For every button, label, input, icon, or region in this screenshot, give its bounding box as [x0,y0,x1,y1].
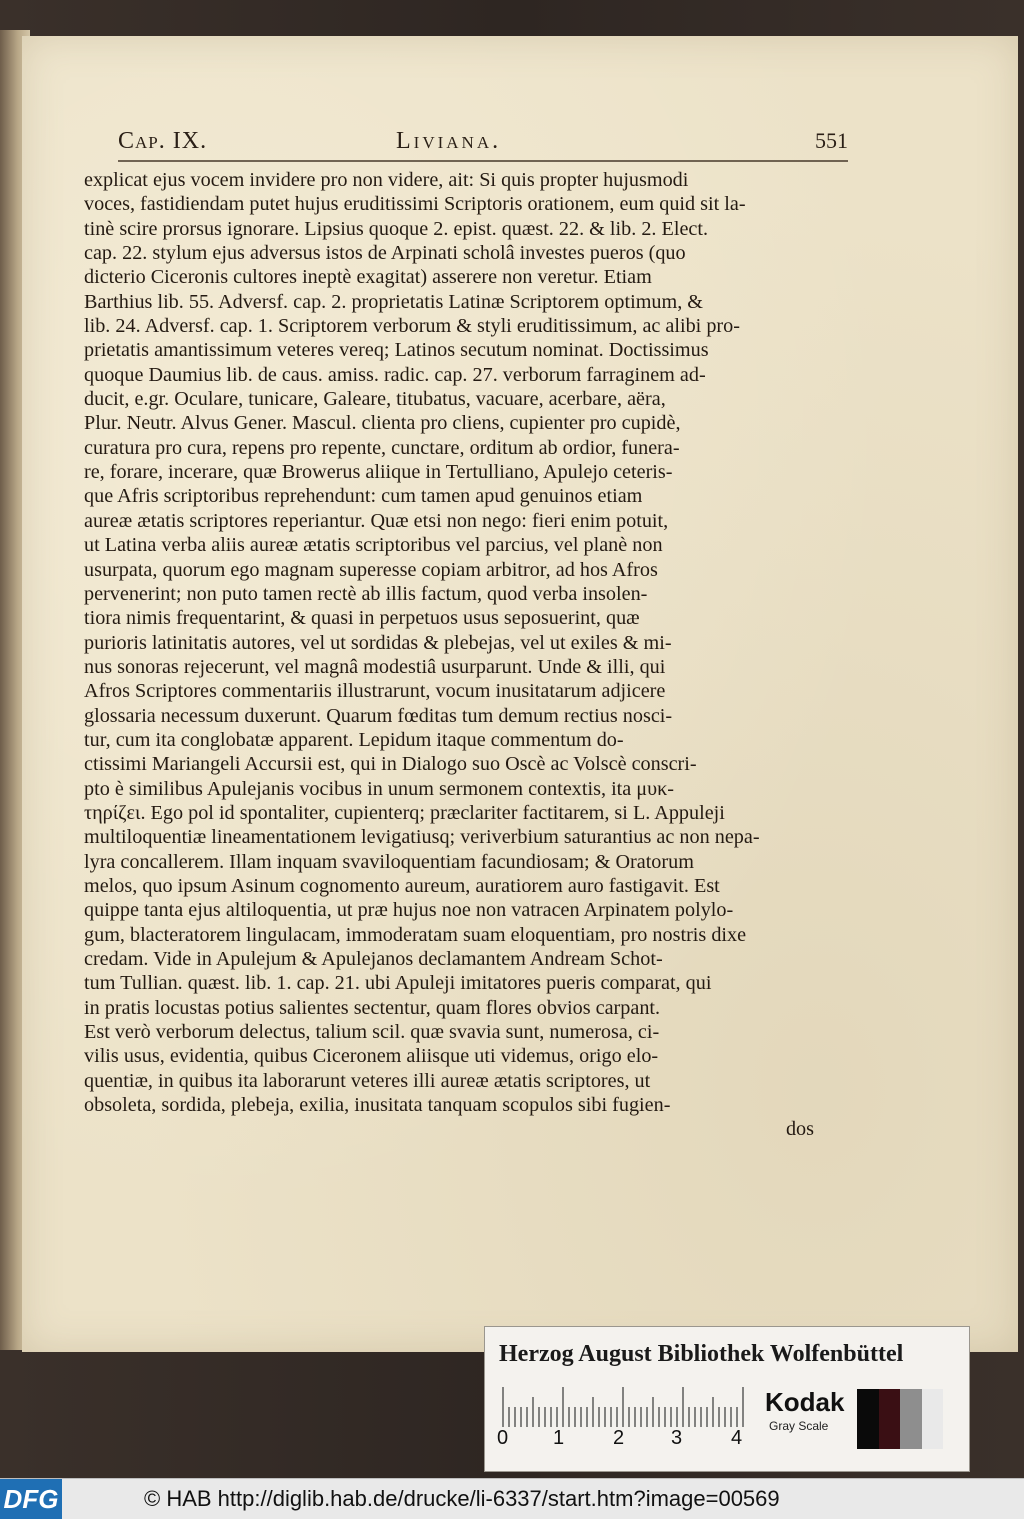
text-line: Est verò verborum delectus, talium scil. quæ svavia sunt, numerosa, ci- [84,1021,660,1044]
viewer-footer [0,1478,1024,1519]
kodak-logo: Kodak [765,1387,845,1417]
dfg-logo: DFG [0,1479,62,1519]
ruler-scale [499,1383,749,1427]
gray-patch [922,1389,944,1449]
text-line: que Afris scriptoribus reprehendunt: cum tamen apud genuinos etiam [84,485,643,508]
text-line: usurpata, quorum ego magnam superesse copiam arbitror, ad hos Afros [84,558,658,581]
text-line: aureæ ætatis scriptores reperiantur. Quæ etsi non nego: fieri enim potuit, [84,509,669,532]
catchword: dos [785,1118,814,1141]
gray-scale-patches [857,1389,943,1449]
text-line: nus sonoras rejecerunt, vel magnâ modestiâ usurparunt. Unde & illi, qui [84,655,666,678]
text-line: prietatis amantissimum veteres vereq; Latinos secutum nominat. Doctissimus [84,339,709,362]
ruler-numbers [495,1427,755,1451]
text-line: quippe tanta ejus altiloquentia, ut præ hujus noe non vatracen Arpinatem polylo- [84,899,734,922]
text-line: re, forare, incerare, quæ Browerus aliique in Tertulliano, Apulejo ceteris- [84,461,673,484]
text-line: cap. 22. stylum ejus adversus istos de Arpinati scholâ investes pueros (quo [84,242,686,265]
book-title: Liviana. [396,128,502,154]
text-line: curatura pro cura, repens pro repente, cunctare, orditum ab ordior, funera- [84,436,680,459]
text-line: ctissimi Mariangeli Accursii est, qui in Dialogo suo Oscè ac Volscè conscri- [84,753,697,776]
text-line: τηρίζει. Ego pol id spontaliter, cupienterq; præclariter factitarem, si L. Appuleji [84,801,725,824]
text-line: ut Latina verba aliis aureæ ætatis scriptoribus vel parcius, vel planè non [84,534,663,557]
text-line: Barthius lib. 55. Adversf. cap. 2. proprietatis Latinæ Scriptorem optimum, & [84,290,703,313]
text-line: explicat ejus vocem invidere pro non videre, ait: Si quis propter hujusmodi [84,169,689,191]
text-line: dicterio Ciceronis cultores ineptè exagitat) asserere non veretur. Etiam [84,266,652,289]
text-line: voces, fastidiendam putet hujus eruditissimi Scriptoris orationem, eum quid sit la- [84,193,746,216]
text-line: glossaria necessum duxerunt. Quarum fœditas tum demum rectius nosci- [84,704,673,727]
text-line: ducit, e.gr. Oculare, tunicare, Galeare, titubatus, vacuare, acerbare, aëra, [84,388,666,411]
text-line: multiloquentiæ lineamentationem levigatiusq; veriverbium saturantius ac non nepa- [84,826,760,849]
text-line: pto è similibus Apulejanis vocibus in unum sermonem contextis, ita μυκ- [84,777,675,800]
text-line: melos, quo ipsum Asinum cognomento aureum, auratiorem auro fastigavit. Est [84,874,720,897]
gray-scale-label: Gray Scale [769,1419,829,1433]
running-head [118,124,848,158]
copyright-link[interactable]: © HAB http://diglib.hab.de/drucke/li-6337/start.htm?image=00569 [144,1486,780,1511]
ruler-number-2: 2 [613,1427,625,1449]
text-line: tiora nimis frequentarint, & quasi in perpetuos usus seposuerint, quæ [84,607,640,630]
text-line: obsoleta, sordida, plebeja, exilia, inusitata tanquam scopulos sibi fugien- [84,1094,671,1117]
text-line: gum, blacteratorem lingulacam, immoderatam suam eloquentiam, pro nostris dixe [84,923,747,946]
chapter-label: Cap. IX. [118,128,208,154]
ruler-number-1: 1 [553,1427,565,1449]
text-line: Plur. Neutr. Alvus Gener. Mascul. clienta pro cliens, cupienter pro cupidè, [84,412,681,435]
page-number: 551 [815,128,848,153]
gray-patch [900,1389,922,1449]
text-line: tur, cum ita conglobatæ apparent. Lepidum itaque commentum do- [84,728,624,751]
text-line: credam. Vide in Apulejum & Apulejanos declamantem Andream Schot- [84,948,663,970]
ruler-number-0: 0 [497,1427,509,1449]
text-line: tum Tullian. quæst. lib. 1. cap. 21. ubi Apuleji imitatores pueris comparat, qui [84,972,712,995]
text-line: pervenerint; non puto tamen rectè ab illis factum, quod verba insolen- [84,582,648,605]
text-line: Afros Scriptores commentariis illustrarunt, vocum inusitatarum adjicere [84,680,666,703]
gray-patch [857,1389,879,1449]
gray-patch [879,1389,901,1449]
text-line: quoque Daumius lib. de caus. amiss. radic. cap. 27. verborum farraginem ad- [84,363,706,386]
color-calibration-strip [484,1326,970,1472]
ruler-number-3: 3 [671,1427,683,1449]
ruler-number-4: 4 [731,1427,743,1449]
text-line: quentiæ, in quibus ita laborarunt veteres illi aureæ ætatis scriptores, ut [84,1069,651,1092]
text-line: purioris latinitatis autores, vel ut sordidas & plebejas, vel ut exiles & mi- [84,631,672,654]
page-body-text [84,168,814,1141]
text-line: in pratis locustas potius salientes sectentur, quam flores obvios carpant. [84,996,661,1019]
library-name: Herzog August Bibliothek Wolfenbüttel [499,1341,904,1367]
text-line: lib. 24. Adversf. cap. 1. Scriptorem verborum & styli eruditissimum, ac alibi pro- [84,315,740,338]
text-line: vilis usus, evidentia, quibus Ciceronem aliisque uti videmus, origo elo- [84,1045,659,1068]
book-page [22,36,1018,1352]
text-line: lyra concallerem. Illam inquam svaviloquentiam facundiosam; & Oratorum [84,850,694,873]
header-rule [118,160,848,162]
text-line: tinè scire prorsus ignorare. Lipsius quoque 2. epist. quæst. 22. & lib. 2. Elect. [84,217,709,240]
